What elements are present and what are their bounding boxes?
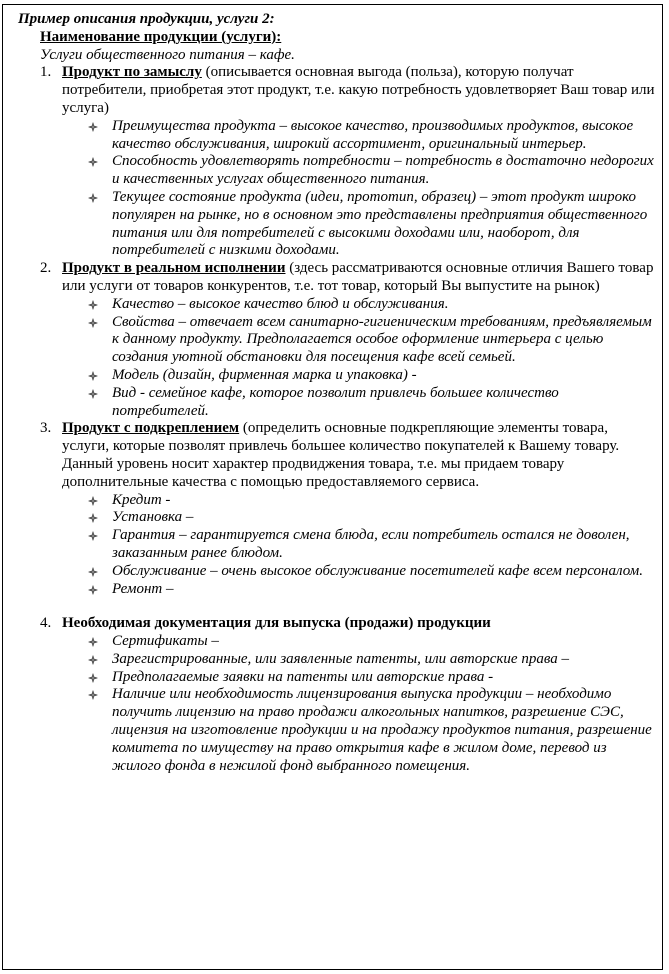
- section-heading: Необходимая документация для выпуска (продажи) продукции: [62, 615, 491, 632]
- section-heading: Продукт в реальном исполнении: [62, 260, 286, 277]
- bullet-item: [62, 686, 658, 775]
- bullet-text: Качество – высокое качество блюд и обслуживания.: [112, 295, 449, 312]
- bullet-item: [62, 296, 658, 314]
- document-content: [18, 11, 658, 775]
- section-item: [18, 260, 658, 420]
- bullet-text: Текущее состояние продукта (идеи, прототип, образец) – этот продукт широко популярен на рынке, но в основном это представлены предприятия общественного питания или для потребителей с высокими доходами или, наоборот, для потребителей с низкими доходами.: [112, 188, 648, 259]
- bullet-text: Свойства – отвечает всем санитарно-гигиеническим требованиям, предъявляемым к данному продукту. Предполагается особое оформление интерьера с целью создания уютной обстановки для посещения кафе всей семьей.: [112, 313, 652, 366]
- four-point-star-bullet-icon: [88, 567, 98, 577]
- four-point-star-bullet-icon: [88, 318, 98, 328]
- four-point-star-bullet-icon: [88, 193, 98, 203]
- document-title: Пример описания продукции, услуги 2:: [18, 11, 275, 27]
- bullet-list: [62, 492, 658, 599]
- bullet-item: [62, 633, 658, 651]
- section-paragraph: [62, 615, 658, 633]
- product-name-text: Услуги общественного питания – кафе.: [40, 46, 295, 63]
- four-point-star-bullet-icon: [88, 122, 98, 132]
- bullet-item: [62, 118, 658, 154]
- bullet-item: [62, 189, 658, 260]
- bullet-item: [62, 581, 658, 599]
- section-item: [18, 420, 658, 598]
- product-name-heading: Наименование продукции (услуги):: [40, 28, 282, 45]
- bullet-item: [62, 367, 658, 385]
- bullet-text: Предполагаемые заявки на патенты или авторские права -: [112, 668, 494, 685]
- four-point-star-bullet-icon: [88, 300, 98, 310]
- section-number: 4.: [40, 615, 52, 632]
- section-description: (описывается основная выгода (польза), которую получат потребители, приобретая этот продукт, т.е. какую потребность удовлетворяет Ваш товар или услуга): [62, 64, 655, 116]
- bullet-text: Гарантия – гарантируется смена блюда, если потребитель остался не доволен, заказанным ранее блюдом.: [112, 527, 630, 561]
- section-heading: Продукт по замыслу: [62, 64, 202, 81]
- four-point-star-bullet-icon: [88, 513, 98, 523]
- four-point-star-bullet-icon: [88, 531, 98, 541]
- section-number: 1.: [40, 64, 52, 81]
- section-paragraph: [62, 260, 658, 296]
- section-paragraph: [62, 64, 658, 117]
- four-point-star-bullet-icon: [88, 389, 98, 399]
- bullet-text: Преимущества продукта – высокое качество, производимых продуктов, высокое качество обслуживания, широкий ассортимент, оригинальный интерьер.: [112, 117, 634, 152]
- four-point-star-bullet-icon: [88, 637, 98, 647]
- section-heading: Продукт с подкреплением: [62, 420, 240, 437]
- bullet-text: Наличие или необходимость лицензирования выпуска продукции – необходимо получить лицензию на право продажи алкогольных напитков, разрешение СЭС, лицензия на изготовление продукции и на продажу продуктов питания, разрешение комитета по имуществу на право открытия кафе в жилом доме, перевод из жилого фонда в нежилой фонд выбранного помещения.: [112, 686, 652, 774]
- bullet-text: Вид - семейное кафе, которое позволит привлечь большее количество потребителей.: [112, 384, 559, 419]
- bullet-item: [62, 492, 658, 510]
- bullet-item: [62, 563, 658, 581]
- bullet-list: [62, 633, 658, 775]
- section-number: 3.: [40, 420, 52, 437]
- section-number: 2.: [40, 260, 52, 277]
- section-description: (здесь рассматриваются основные отличия Вашего товар или услуги от товаров конкурентов, т.е. тот товар, который Вы выпустите на рынок): [62, 260, 654, 294]
- section-item: [18, 64, 658, 260]
- bullet-text: Модель (дизайн, фирменная марка и упаковка) -: [112, 366, 417, 383]
- bullet-item: [62, 527, 658, 563]
- four-point-star-bullet-icon: [88, 371, 98, 381]
- four-point-star-bullet-icon: [88, 585, 98, 595]
- bullet-text: Ремонт –: [112, 580, 174, 597]
- bullet-text: Установка –: [112, 509, 194, 526]
- four-point-star-bullet-icon: [88, 157, 98, 167]
- section-description: (определить основные подкрепляющие элементы товара, услуги, которые позволят привлечь большее количество покупателей к Вашему товару. Данный уровень носит характер продвиджения товара, т.е. мы придаем товару дополнительные качества с помощью предоставляемого сервиса.: [62, 420, 620, 490]
- bullet-list: [62, 118, 658, 260]
- four-point-star-bullet-icon: [88, 496, 98, 506]
- section-paragraph: [62, 420, 658, 491]
- bullet-text: Сертификаты –: [112, 633, 219, 650]
- four-point-star-bullet-icon: [88, 673, 98, 683]
- section-item: [18, 615, 658, 775]
- sections-list: [18, 64, 658, 775]
- bullet-item: [62, 651, 658, 669]
- bullet-item: [62, 509, 658, 527]
- bullet-text: Способность удовлетворять потребности – потребность в достаточно недорогих и качественных услугах общественного питания.: [112, 153, 654, 188]
- section-spacer: [18, 598, 658, 615]
- four-point-star-bullet-icon: [88, 690, 98, 700]
- bullet-text: Зарегистрированные, или заявленные патенты, или авторские права –: [112, 650, 569, 667]
- bullet-item: [62, 153, 658, 189]
- bullet-item: [62, 385, 658, 421]
- four-point-star-bullet-icon: [88, 655, 98, 665]
- bullet-text: Кредит -: [112, 491, 171, 508]
- bullet-item: [62, 314, 658, 367]
- bullet-list: [62, 296, 658, 421]
- bullet-item: [62, 669, 658, 687]
- bullet-text: Обслуживание – очень высокое обслуживание посетителей кафе всем персоналом.: [112, 562, 643, 579]
